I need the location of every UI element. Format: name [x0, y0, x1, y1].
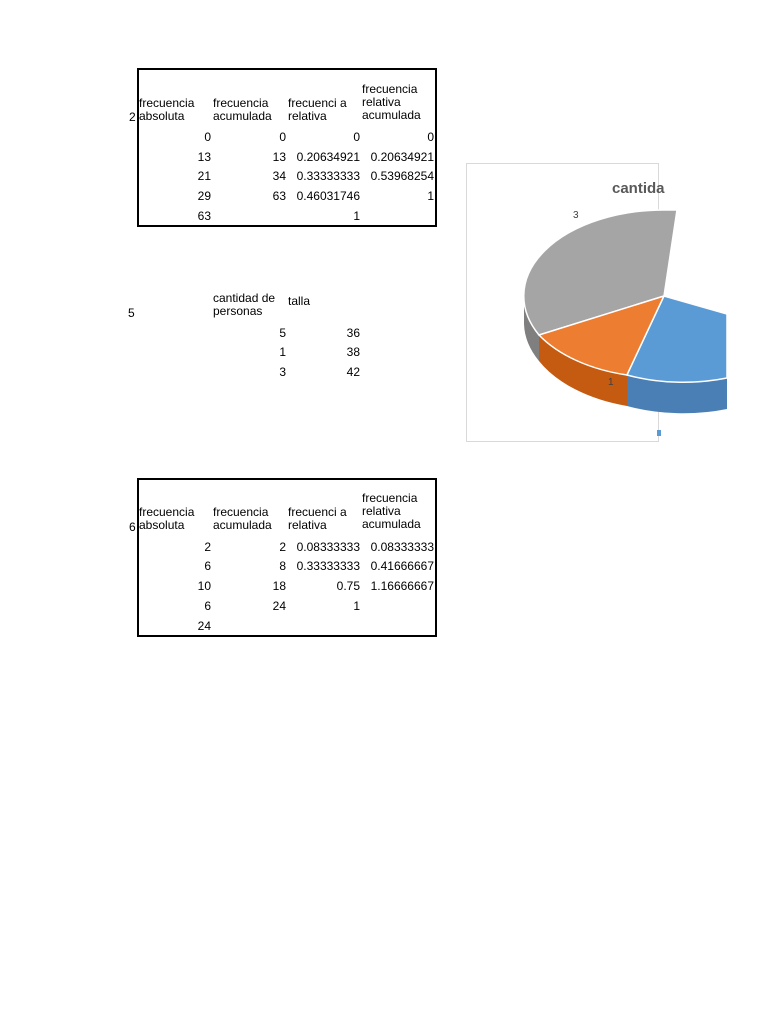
table-1-cell: 0	[427, 130, 434, 144]
table-2-header-talla: talla	[288, 294, 311, 308]
table-3-header-absoluta: frecuencia absoluta	[139, 505, 195, 532]
table-3-cell: 0.41666667	[370, 559, 434, 573]
table-3-header-acumulada: frecuencia acumulada	[213, 505, 272, 532]
table-3-cell: 2	[279, 540, 286, 554]
table-3-cell: 10	[197, 579, 211, 593]
table-1-cell: 0	[353, 130, 360, 144]
table-1-cell: 21	[197, 169, 211, 183]
table-3-cell: 2	[204, 540, 211, 554]
table-1-header-absoluta: frecuencia absoluta	[139, 96, 195, 123]
table-1-cell: 0.33333333	[296, 169, 360, 183]
table-1-cell: 0.20634921	[370, 150, 434, 164]
chart-title: cantida	[612, 180, 665, 197]
table-3-cell: 0.08333333	[370, 540, 434, 554]
table-3-cell: 8	[279, 559, 286, 573]
table-3-cell: 6	[204, 559, 211, 573]
table-1-cell: 0.20634921	[296, 150, 360, 164]
pie-data-label-38: 1	[608, 377, 614, 388]
table-1-header-acumulada: frecuencia acumulada	[213, 96, 272, 123]
table-1-header-relativa: frecuenci a relativa	[288, 96, 347, 123]
table-1-cell: 0.46031746	[296, 189, 360, 203]
table-1-cell: 0.53968254	[370, 169, 434, 183]
table-3-cell: 0.75	[336, 579, 360, 593]
table-3-header-relativa: frecuenci a relativa	[288, 505, 347, 532]
table-3-row-label: 6	[129, 520, 136, 534]
table-2-row-label: 5	[128, 306, 135, 320]
table-3-cell: 0.08333333	[296, 540, 360, 554]
table-1-cell: 29	[197, 189, 211, 203]
table-1-cell: 1	[353, 209, 360, 223]
table-1-header-relativa-acumulada: frecuencia relativa acumulada	[362, 82, 421, 122]
table-1-cell: 1	[427, 189, 434, 203]
pie-data-label-42: 3	[573, 210, 579, 221]
table-1-cell: 13	[197, 150, 211, 164]
legend-marker	[657, 430, 661, 436]
table-3-header-relativa-acumulada: frecuencia relativa acumulada	[362, 491, 421, 531]
table-2-cell: 42	[346, 365, 360, 379]
table-3-cell: 6	[204, 599, 211, 613]
table-2-cell: 36	[346, 326, 360, 340]
table-2-cell: 1	[279, 345, 286, 359]
table-3-cell: 0.33333333	[296, 559, 360, 573]
pie-chart-svg	[467, 164, 727, 443]
table-2-cell: 38	[346, 345, 360, 359]
table-2-cell: 5	[279, 326, 286, 340]
table-3-cell: 24	[197, 619, 211, 633]
table-1-cell: 0	[204, 130, 211, 144]
table-1-cell: 13	[272, 150, 286, 164]
table-2-header-cantidad: cantidad de personas	[213, 291, 276, 318]
table-3-cell: 24	[272, 599, 286, 613]
table-1-cell: 0	[279, 130, 286, 144]
table-1-row-label: 2	[129, 110, 136, 124]
table-2-cell: 3	[279, 365, 286, 379]
table-3-cell: 1.16666667	[370, 579, 434, 593]
table-3-cell: 18	[272, 579, 286, 593]
table-3-cell: 1	[353, 599, 360, 613]
pie-chart[interactable]	[466, 163, 665, 442]
table-1-cell: 63	[272, 189, 286, 203]
table-1-cell: 34	[272, 169, 286, 183]
table-1-cell: 63	[197, 209, 211, 223]
